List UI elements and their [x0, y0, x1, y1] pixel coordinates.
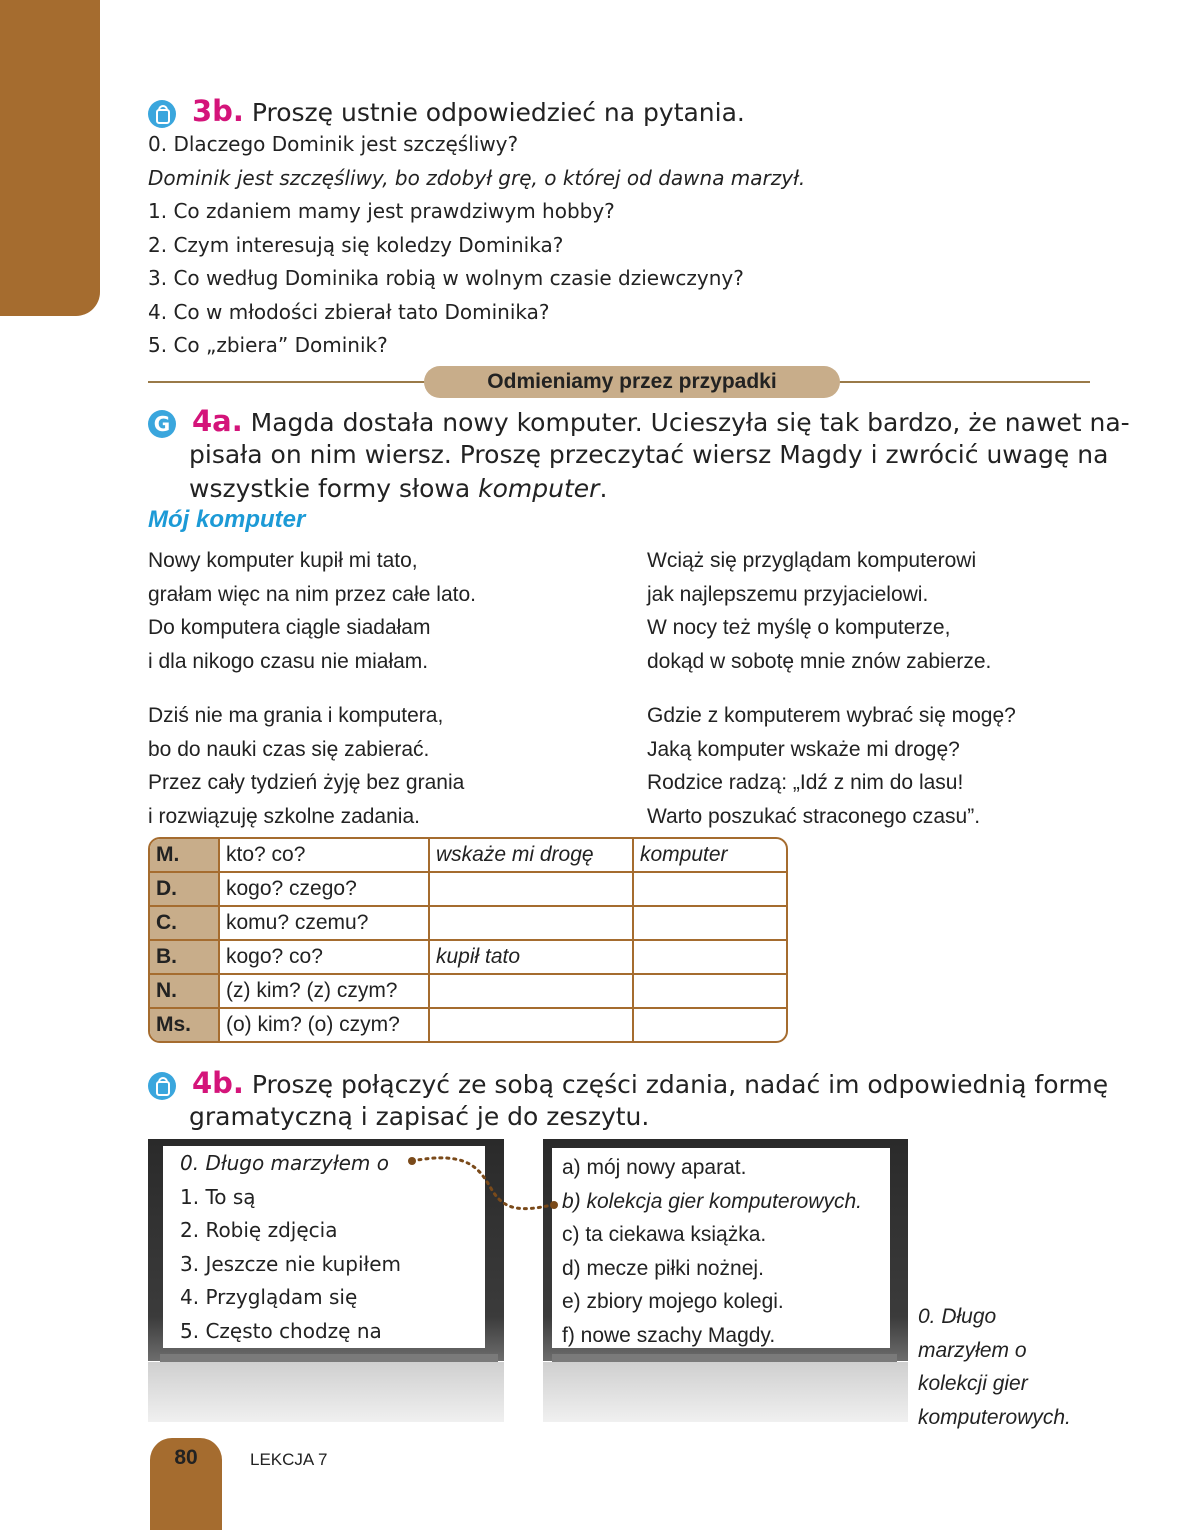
poem-stanza-2 — [148, 699, 464, 833]
poem-line: Rodzice radzą: „Idź z nim do lasu! — [647, 771, 964, 794]
table-row — [150, 1009, 786, 1041]
task-4b-heading — [148, 1066, 1109, 1134]
poem-line: W nocy też myślę o komputerze, — [647, 616, 951, 639]
example-cell[interactable] — [430, 975, 634, 1009]
sentence-part: 1. To są — [180, 1184, 256, 1209]
answer-example — [918, 1300, 1071, 1434]
backpack-icon — [148, 100, 176, 128]
task-4a-heading — [148, 404, 1130, 506]
right-monitor-stand — [543, 1362, 908, 1422]
poem-line: Wciąż się przyglądam komputerowi — [647, 549, 977, 572]
poem-line: Gdzie z komputerem wybrać się mogę? — [647, 704, 1016, 727]
poem-stanza-3 — [647, 544, 991, 678]
example-cell[interactable] — [430, 907, 634, 941]
answer-line: 0. Długo — [918, 1305, 997, 1328]
question-line: 0. Dlaczego Dominik jest szczęśliwy? — [148, 132, 519, 156]
example-cell[interactable]: wskaże mi drogę — [430, 839, 634, 873]
poem-line: jak najlepszemu przyjacielowi. — [647, 582, 929, 606]
case-label: M. — [150, 839, 220, 873]
right-items — [562, 1151, 862, 1352]
poem-line: i rozwiązuję szkolne zadania. — [148, 804, 420, 828]
poem-line: Warto poszukać straconego czasu”. — [647, 804, 981, 828]
sentence-part: d) mecze piłki nożnej. — [562, 1256, 764, 1280]
table-row — [150, 873, 786, 907]
question-line: 5. Co „zbiera” Dominik? — [148, 333, 388, 357]
sentence-part: b) kolekcja gier komputerowych. — [562, 1189, 862, 1213]
task-text-line — [148, 472, 1098, 506]
sentence-part: 5. Często chodzę na — [180, 1318, 382, 1343]
question-line: 2. Czym interesują się koledzy Dominika? — [148, 232, 564, 257]
example-cell[interactable] — [430, 873, 634, 907]
table-row — [150, 975, 786, 1009]
task-number: 4a. — [191, 404, 243, 438]
case-question: kto? co? — [220, 839, 430, 873]
sentence-part: c) ta ciekawa książka. — [562, 1223, 767, 1246]
poem-line: Dziś nie ma grania i komputera, — [148, 704, 444, 727]
poem-stanza-4 — [647, 699, 1016, 833]
task-instruction: Proszę ustnie odpowiedzieć na pytania. — [251, 98, 745, 127]
lesson-label: LEKCJA 7 — [250, 1450, 328, 1469]
task-3b-questions — [148, 128, 805, 363]
poem-line: i dla nikogo czasu nie miałam. — [148, 649, 429, 673]
grammar-icon: G — [148, 410, 176, 438]
case-question: (o) kim? (o) czym? — [220, 1009, 430, 1041]
answer-line: marzyłem o — [918, 1338, 1027, 1362]
poem-line: Do komputera ciągle siadałam — [148, 616, 431, 639]
left-monitor-stand — [148, 1362, 504, 1422]
backpack-icon — [148, 1072, 176, 1100]
declension-table — [148, 837, 788, 1043]
poem-stanza-1 — [148, 544, 476, 678]
case-question: (z) kim? (z) czym? — [220, 975, 430, 1009]
example-cell[interactable] — [430, 1009, 634, 1041]
example-cell[interactable]: kupił tato — [430, 941, 634, 975]
keyword: komputer — [478, 474, 600, 503]
section-title: Odmieniamy przez przypadki — [424, 366, 840, 398]
poem-line: dokąd w sobotę mnie znów zabierze. — [647, 649, 992, 673]
task-number: 4b. — [191, 1066, 244, 1100]
side-tab — [0, 0, 100, 316]
form-cell[interactable] — [634, 1009, 786, 1041]
poem-line: Nowy komputer kupił mi tato, — [148, 549, 418, 572]
case-label: D. — [150, 873, 220, 907]
left-items — [180, 1147, 401, 1348]
poem-line: Przez cały tydzień żyję bez grania — [148, 771, 465, 794]
task-text: pisała on nim wiersz. Proszę przeczytać wiersz Magdy i zwrócić uwagę na — [189, 440, 1109, 469]
case-label: N. — [150, 975, 220, 1009]
poem-title: Mój komputer — [148, 506, 306, 533]
task-text: wszystkie formy słowa — [189, 474, 479, 503]
sentence-part: e) zbiory mojego kolegi. — [562, 1290, 784, 1313]
table-row — [150, 907, 786, 941]
form-cell[interactable]: komputer — [634, 839, 786, 873]
answer-line: kolekcji gier — [918, 1372, 1028, 1395]
task-text: Proszę połączyć ze sobą części zdania, nadać im odpowiednią formę — [251, 1070, 1109, 1099]
case-question: komu? czemu? — [220, 907, 430, 941]
question-line: 3. Co według Dominika robią w wolnym czasie dziewczyny? — [148, 266, 744, 290]
connector-line — [400, 1150, 570, 1220]
table-row — [150, 941, 786, 975]
poem-line: grałam więc na nim przez całe lato. — [148, 582, 476, 606]
sentence-part: 3. Jeszcze nie kupiłem — [180, 1251, 401, 1276]
sentence-part: a) mój nowy aparat. — [562, 1156, 747, 1179]
task-text: gramatyczną i zapisać je do zeszytu. — [189, 1102, 650, 1131]
page-number: 80 — [174, 1446, 198, 1469]
task-number: 3b. — [191, 94, 244, 128]
poem-line: Jaką komputer wskaże mi drogę? — [647, 737, 960, 761]
form-cell[interactable] — [634, 975, 786, 1009]
sentence-part: 4. Przyglądam się — [180, 1285, 358, 1309]
form-cell[interactable] — [634, 907, 786, 941]
case-label: B. — [150, 941, 220, 975]
case-label: C. — [150, 907, 220, 941]
case-question: kogo? co? — [220, 941, 430, 975]
sentence-part: 0. Długo marzyłem o — [180, 1151, 389, 1175]
sentence-part: f) nowe szachy Magdy. — [562, 1323, 776, 1347]
table-row — [150, 839, 786, 873]
task-text: . — [599, 474, 608, 503]
form-cell[interactable] — [634, 873, 786, 907]
task-3b-heading — [148, 94, 745, 130]
question-line: 1. Co zdaniem mamy jest prawdziwym hobby? — [148, 199, 615, 223]
form-cell[interactable] — [634, 941, 786, 975]
question-line: 4. Co w młodości zbierał tato Dominika? — [148, 299, 550, 324]
answer-line: komputerowych. — [918, 1405, 1071, 1429]
sentence-part: 2. Robię zdjęcia — [180, 1218, 338, 1242]
example-answer: Dominik jest szczęśliwy, bo zdobył grę, o której od dawna marzył. — [148, 165, 806, 190]
case-label: Ms. — [150, 1009, 220, 1041]
poem-line: bo do nauki czas się zabierać. — [148, 737, 430, 761]
case-question: kogo? czego? — [220, 873, 430, 907]
task-text: Magda dostała nowy komputer. Ucieszyła się tak bardzo, że nawet na- — [250, 408, 1130, 437]
